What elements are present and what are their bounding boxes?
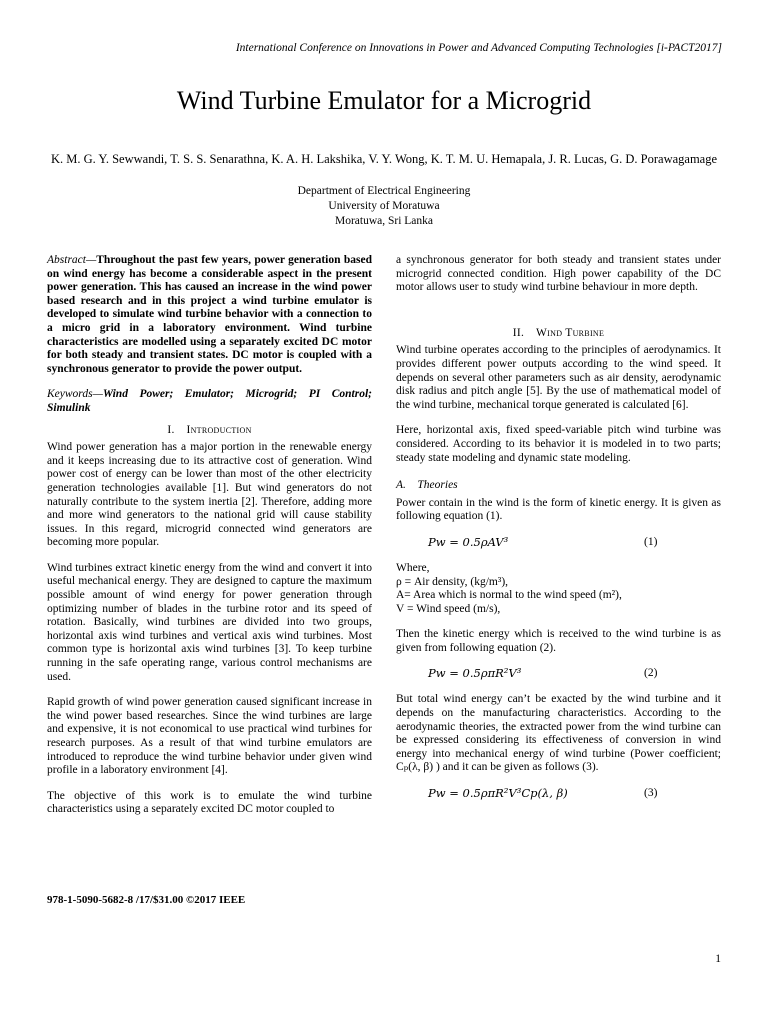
equation-number: (3) (644, 787, 658, 800)
equation: Pw = 0.5ρAV³ (428, 534, 509, 549)
left-column (47, 254, 372, 817)
definition-rho: ρ = Air density, (kg/m³), (396, 575, 509, 588)
abstract-text: Throughout the past few years, power generation based on wind energy has become a considerable aspect in the present power generation. This has caused an increase in the wind power based research and in this project a wind turbine emulator is developed to simulate wind turbine behavior with a connection to a micro grid in a laboratory environment. Wind turbine characteristics are modelled using a separately excited DC motor for both steady and transient states. DC motor is coupled with a synchronous generator to provide the power output. (47, 254, 372, 375)
equation-number: (2) (644, 667, 658, 680)
department: Department of Electrical Engineering (297, 185, 471, 197)
location: Moratuwa, Sri Lanka (334, 215, 434, 227)
page-number: 1 (715, 953, 721, 965)
continued-paragraph: a synchronous generator for both steady and transient states under microgrid connected condition. High power capability of the DC motor allows user to study wind turbine behaviour in more depth. (396, 254, 721, 294)
keywords-lead: Keywords— (47, 388, 103, 401)
theories-paragraph: Power contain in the wind is the form of kinetic energy. It is given as following equation (1). (396, 496, 721, 523)
wind-turbine-paragraph: Here, horizontal axis, fixed speed-variable pitch wind turbine was considered. According to its behavior it is modeled in to two parts; steady state modeling and dynamic state modeling. (396, 424, 721, 464)
where-label: Where, (396, 561, 430, 574)
isbn-copyright: 978-1-5090-5682-8 /17/$31.00 ©2017 IEEE (47, 894, 246, 906)
intro-paragraph: Rapid growth of wind power generation caused significant increase in the wind power based researches. Since the wind turbines are large and expensive, it is not economical to use practical wind turbines for research purposes. As a result of that wind turbine emulators are introduced to reproduce the wind turbine behavior under given wind profile in a laboratory environment [4]. (47, 696, 372, 777)
section-heading-introduction: I. Introduction (167, 423, 252, 436)
equation: Pw = 0.5ρπR²V³Cp(λ, β) (428, 786, 568, 801)
right-column (396, 254, 721, 813)
university: University of Moratuwa (328, 200, 440, 212)
subsection-heading-theories: A. Theories (396, 479, 458, 492)
author-list: K. M. G. Y. Sewwandi, T. S. S. Senarathna, K. A. H. Lakshika, V. Y. Wong, K. T. M. U. Hemapala, J. R. Lucas, G. D. Porawagamage (50, 152, 718, 166)
section-heading-wind-turbine: II. Wind Turbine (512, 326, 605, 339)
conference-header: International Conference on Innovations in Power and Advanced Computing Technologies [i-PACT2017] (235, 42, 722, 54)
theories-paragraph: But total wind energy can’t be exacted by the wind turbine and it depends on the manufacturing characteristics. According to the aerodynamic theories, the extracted power from the wind turbine can be expressed considering its effectiveness of conversion in wind energy into mechanical energy of wind turbine (Power coefficient; Cₚ(λ, β) ) and it can be given as follows (3). (396, 693, 721, 774)
affiliation (0, 184, 768, 229)
keywords-text: Wind Power; Emulator; Microgrid; PI Control; Simulink (47, 388, 372, 414)
equation-row (396, 781, 721, 807)
abstract-lead: Abstract— (47, 254, 97, 266)
equation-row (396, 661, 721, 687)
equation-row (396, 530, 721, 556)
definition-area: A= Area which is normal to the wind speed (m²), (396, 589, 622, 602)
theories-paragraph: Then the kinetic energy which is received to the wind turbine is as given from following equation (2). (396, 628, 721, 654)
equation: Pw = 0.5ρπR²V³ (428, 666, 522, 681)
keywords (47, 388, 372, 415)
abstract (47, 254, 372, 376)
wind-turbine-paragraph: Wind turbine operates according to the principles of aerodynamics. It provides different power outputs according to the wind speed. It depends on several other parameters such as air density, aerodynamic disk radius and pitch angle [5]. By the use of mathematical model of the wind turbine, mechanical torque generated is calculated [6]. (396, 344, 721, 411)
equation-number: (1) (644, 535, 658, 548)
definition-velocity: V = Wind speed (m/s), (396, 602, 501, 615)
intro-paragraph: Wind turbines extract kinetic energy from the wind and convert it into useful mechanical energy. They are designed to capture the maximum possible amount of wind energy for power generation through optimizing number of blades in the turbine rotor and its speed of rotation. Basically, wind turbines are divided into two groups, horizontal axis wind turbines and vertical axis wind turbines. Most common type is horizontal axis wind turbines [3]. To keep turbine running in the safe operating range, various control mechanisms are used. (47, 561, 372, 683)
intro-paragraph: The objective of this work is to emulate the wind turbine characteristics using a separately excited DC motor coupled to (47, 789, 372, 816)
paper-title: Wind Turbine Emulator for a Microgrid (176, 86, 592, 115)
intro-paragraph: Wind power generation has a major portion in the renewable energy and it keeps increasing due to its attractive cost of generation. Wind power cost of energy can be lower than most of the other electricity generation technologies available [1]. But wind generators do not naturally contribute to the system inertia [2]. Therefore, adding more and more wind generators to the national grid will cause stability issues. In this regard, microgrid connected wind generators are becoming more popular. (47, 441, 372, 549)
